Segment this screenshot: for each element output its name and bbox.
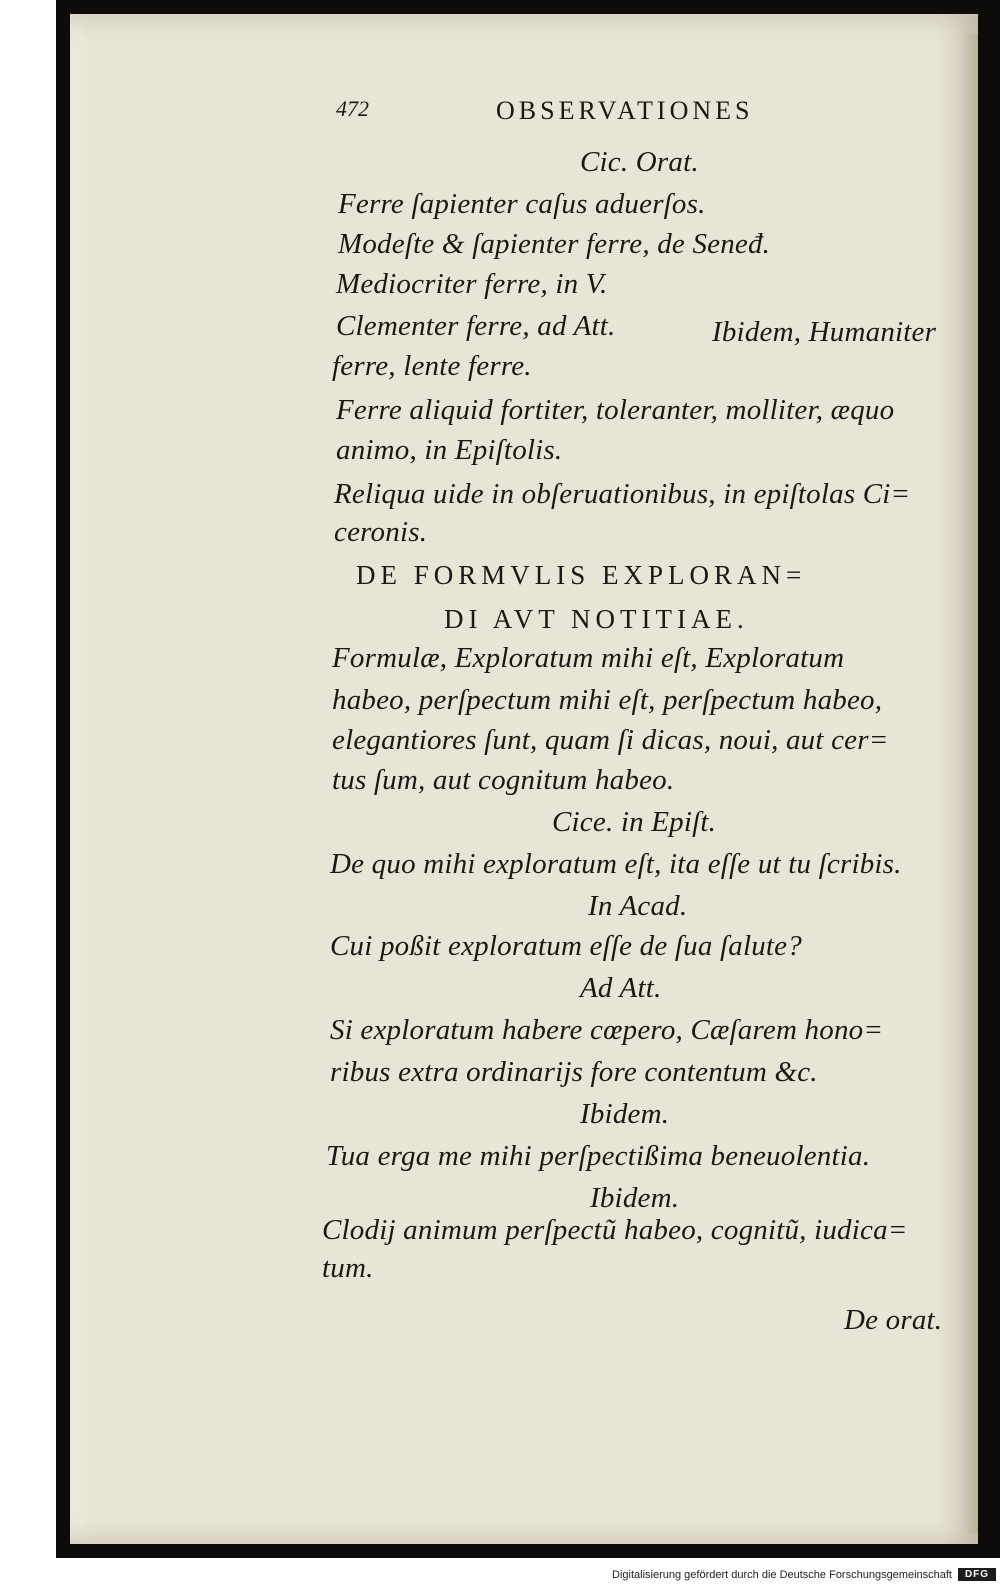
text-line: Tua erga me mihi perſpectißima beneuolentia.: [326, 1140, 871, 1172]
text-line: De quo mihi exploratum eſt, ita eſſe ut tu ſcribis.: [330, 848, 902, 880]
text-line: ribus extra ordinarijs fore contentum &c.: [330, 1056, 818, 1088]
text-line: Cice. in Epiſt.: [552, 806, 717, 838]
text-line: ceronis.: [334, 516, 428, 548]
text-line: Formulæ, Exploratum mihi eſt, Exploratum: [332, 642, 845, 674]
catchword: De orat.: [844, 1304, 943, 1336]
text-line: Cui poßit exploratum eſſe de ſua ſalute?: [330, 930, 802, 962]
page-edge-shadow: [964, 34, 978, 1534]
text-line: Clodij animum perſpectũ habeo, cognitũ, iudica=: [322, 1214, 908, 1246]
funding-footer: Digitalisierung gefördert durch die Deutsche Forschungsgemeinschaft: [612, 1569, 952, 1581]
text-line: Clementer ferre, ad Att.: [336, 310, 616, 342]
text-line: habeo, perſpectum mihi eſt, perſpectum habeo,: [332, 684, 883, 716]
running-title: OBSERVATIONES: [496, 96, 754, 125]
text-line: Ibidem.: [580, 1098, 670, 1130]
text-line: Ferre aliquid fortiter, toleranter, molliter, æquo: [336, 394, 895, 426]
page-number: 472: [336, 96, 369, 121]
text-line: Cic. Orat.: [580, 146, 699, 178]
text-line: Reliqua uide in obſeruationibus, in epiſtolas Ci=: [334, 478, 911, 510]
text-line: elegantiores ſunt, quam ſi dicas, noui, aut cer=: [332, 724, 889, 756]
text-line: Si exploratum habere cœpero, Cæſarem hono=: [330, 1014, 884, 1046]
text-line: In Acad.: [588, 890, 688, 922]
section-heading: DI AVT NOTITIAE.: [444, 604, 749, 634]
text-line: Modeſte & ſapienter ferre, de Seneđ.: [338, 228, 771, 260]
text-line: Mediocriter ferre, in V.: [336, 268, 608, 300]
section-heading: DE FORMVLIS EXPLORAN=: [356, 560, 807, 590]
text-line: Ad Att.: [580, 972, 662, 1004]
text-line: tus ſum, aut cognitum habeo.: [332, 764, 675, 796]
text-line: ferre, lente ferre.: [332, 350, 532, 382]
text-line: Ferre ſapienter caſus aduerſos.: [338, 188, 706, 220]
text-line: animo, in Epiſtolis.: [336, 434, 563, 466]
text-line: Ibidem.: [590, 1182, 680, 1214]
text-line: tum.: [322, 1252, 374, 1284]
dfg-logo: DFG: [958, 1568, 996, 1581]
text-line: Ibidem, Humaniter: [712, 316, 937, 348]
